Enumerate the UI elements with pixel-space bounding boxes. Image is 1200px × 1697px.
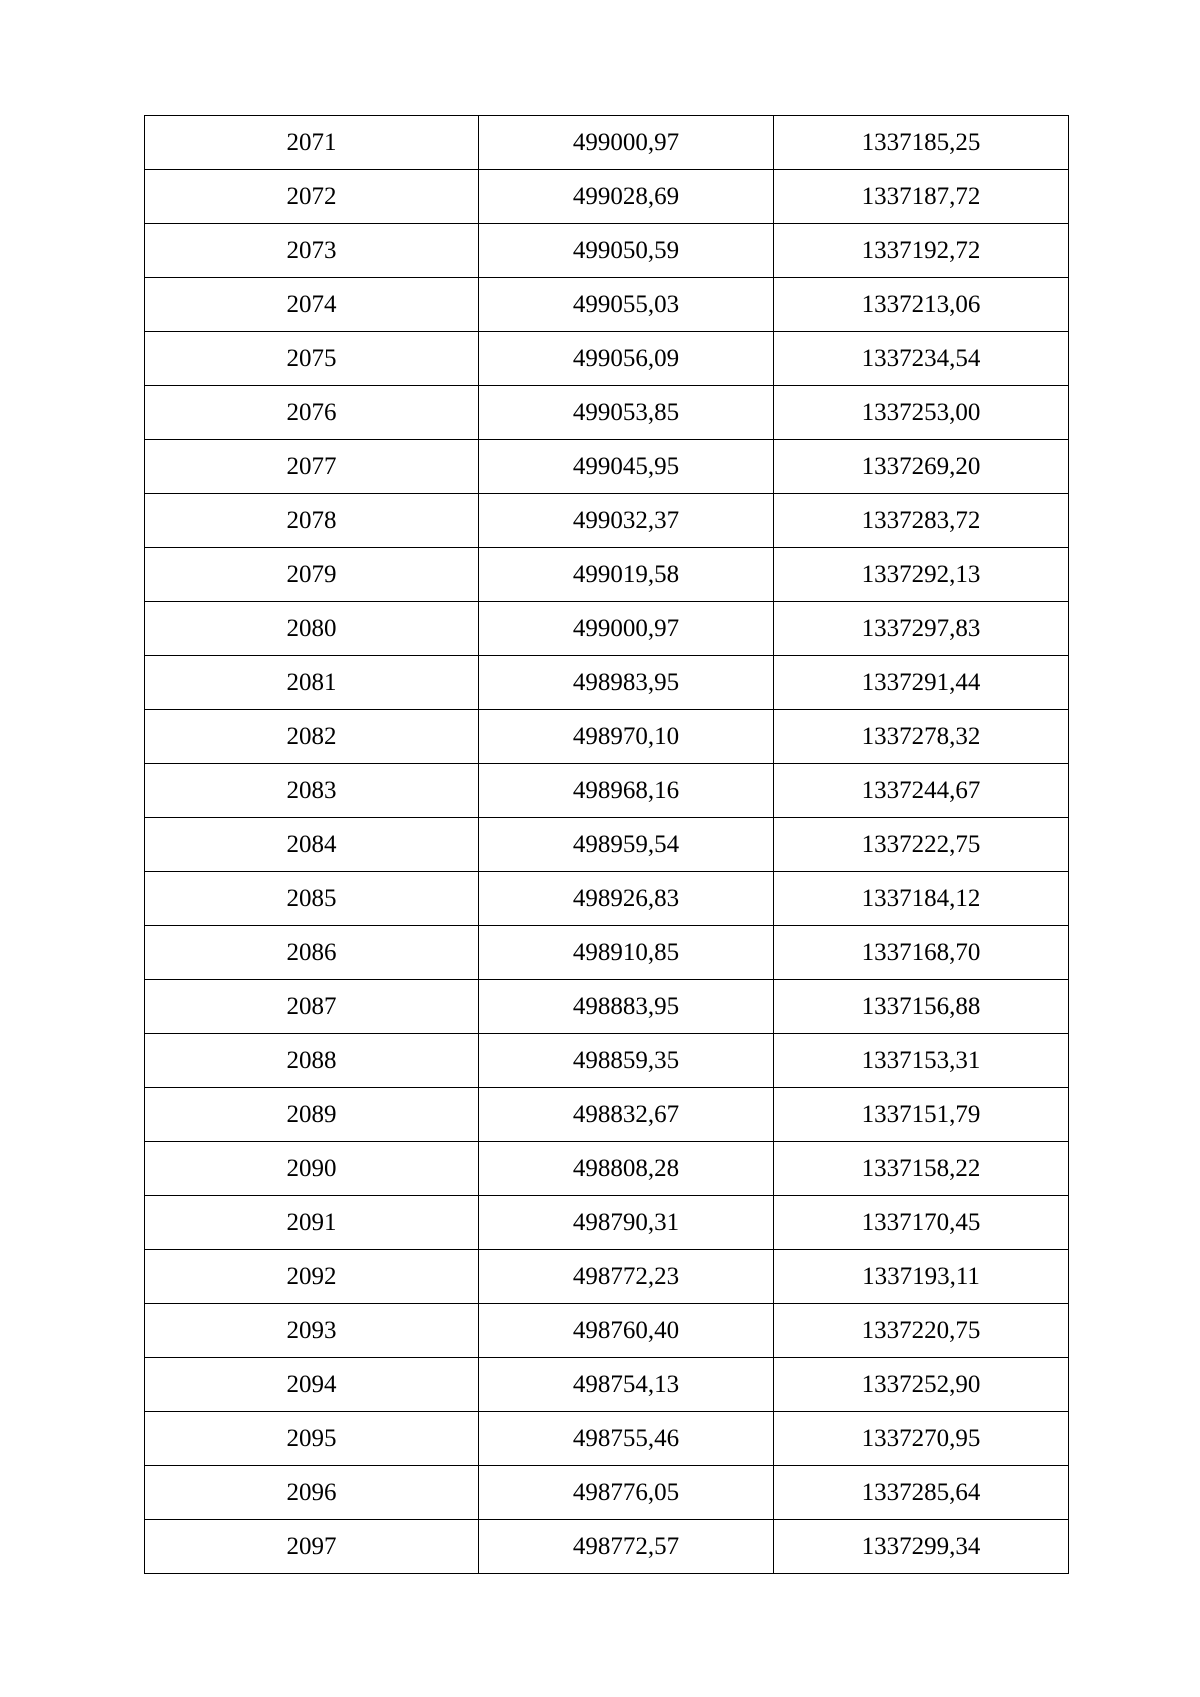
point-number-cell: 2094 — [145, 1358, 479, 1412]
y-coordinate-cell: 1337252,90 — [774, 1358, 1069, 1412]
table-row — [145, 332, 1069, 386]
x-coordinate-cell: 499028,69 — [479, 170, 774, 224]
x-coordinate-cell: 498832,67 — [479, 1088, 774, 1142]
y-coordinate-cell: 1337283,72 — [774, 494, 1069, 548]
x-coordinate-cell: 498760,40 — [479, 1304, 774, 1358]
table-row — [145, 386, 1069, 440]
y-coordinate-cell: 1337170,45 — [774, 1196, 1069, 1250]
x-coordinate-cell: 498959,54 — [479, 818, 774, 872]
y-coordinate-cell: 1337184,12 — [774, 872, 1069, 926]
point-number-cell: 2092 — [145, 1250, 479, 1304]
y-coordinate-cell: 1337244,67 — [774, 764, 1069, 818]
table-row — [145, 1088, 1069, 1142]
table-row — [145, 656, 1069, 710]
point-number-cell: 2078 — [145, 494, 479, 548]
table-row — [145, 1358, 1069, 1412]
table-row — [145, 1142, 1069, 1196]
x-coordinate-cell: 498755,46 — [479, 1412, 774, 1466]
x-coordinate-cell: 498926,83 — [479, 872, 774, 926]
y-coordinate-cell: 1337278,32 — [774, 710, 1069, 764]
x-coordinate-cell: 499056,09 — [479, 332, 774, 386]
point-number-cell: 2093 — [145, 1304, 479, 1358]
point-number-cell: 2081 — [145, 656, 479, 710]
table-row — [145, 548, 1069, 602]
x-coordinate-cell: 499032,37 — [479, 494, 774, 548]
table-row — [145, 170, 1069, 224]
x-coordinate-cell: 498772,23 — [479, 1250, 774, 1304]
x-coordinate-cell: 499053,85 — [479, 386, 774, 440]
point-number-cell: 2088 — [145, 1034, 479, 1088]
table-row — [145, 1250, 1069, 1304]
y-coordinate-cell: 1337168,70 — [774, 926, 1069, 980]
table-row — [145, 980, 1069, 1034]
table-row — [145, 1412, 1069, 1466]
point-number-cell: 2083 — [145, 764, 479, 818]
x-coordinate-cell: 499045,95 — [479, 440, 774, 494]
x-coordinate-cell: 498968,16 — [479, 764, 774, 818]
point-number-cell: 2091 — [145, 1196, 479, 1250]
point-number-cell: 2096 — [145, 1466, 479, 1520]
table-row — [145, 764, 1069, 818]
x-coordinate-cell: 498754,13 — [479, 1358, 774, 1412]
y-coordinate-cell: 1337292,13 — [774, 548, 1069, 602]
table-row — [145, 116, 1069, 170]
y-coordinate-cell: 1337285,64 — [774, 1466, 1069, 1520]
table-row — [145, 278, 1069, 332]
table-row — [145, 818, 1069, 872]
x-coordinate-cell: 498808,28 — [479, 1142, 774, 1196]
point-number-cell: 2076 — [145, 386, 479, 440]
table-row — [145, 926, 1069, 980]
x-coordinate-cell: 498859,35 — [479, 1034, 774, 1088]
y-coordinate-cell: 1337192,72 — [774, 224, 1069, 278]
x-coordinate-cell: 498790,31 — [479, 1196, 774, 1250]
y-coordinate-cell: 1337158,22 — [774, 1142, 1069, 1196]
coordinates-table — [144, 115, 1069, 1574]
point-number-cell: 2090 — [145, 1142, 479, 1196]
y-coordinate-cell: 1337151,79 — [774, 1088, 1069, 1142]
table-row — [145, 602, 1069, 656]
x-coordinate-cell: 498883,95 — [479, 980, 774, 1034]
y-coordinate-cell: 1337222,75 — [774, 818, 1069, 872]
x-coordinate-cell: 498983,95 — [479, 656, 774, 710]
y-coordinate-cell: 1337291,44 — [774, 656, 1069, 710]
x-coordinate-cell: 499055,03 — [479, 278, 774, 332]
point-number-cell: 2085 — [145, 872, 479, 926]
point-number-cell: 2071 — [145, 116, 479, 170]
table-row — [145, 440, 1069, 494]
y-coordinate-cell: 1337153,31 — [774, 1034, 1069, 1088]
table-row — [145, 872, 1069, 926]
y-coordinate-cell: 1337297,83 — [774, 602, 1069, 656]
point-number-cell: 2086 — [145, 926, 479, 980]
x-coordinate-cell: 499019,58 — [479, 548, 774, 602]
x-coordinate-cell: 498776,05 — [479, 1466, 774, 1520]
point-number-cell: 2072 — [145, 170, 479, 224]
y-coordinate-cell: 1337213,06 — [774, 278, 1069, 332]
y-coordinate-cell: 1337187,72 — [774, 170, 1069, 224]
table-row — [145, 1466, 1069, 1520]
table-row — [145, 1304, 1069, 1358]
point-number-cell: 2079 — [145, 548, 479, 602]
table-row — [145, 1034, 1069, 1088]
point-number-cell: 2084 — [145, 818, 479, 872]
y-coordinate-cell: 1337234,54 — [774, 332, 1069, 386]
y-coordinate-cell: 1337299,34 — [774, 1520, 1069, 1574]
point-number-cell: 2074 — [145, 278, 479, 332]
table-row — [145, 1520, 1069, 1574]
y-coordinate-cell: 1337269,20 — [774, 440, 1069, 494]
point-number-cell: 2082 — [145, 710, 479, 764]
x-coordinate-cell: 498970,10 — [479, 710, 774, 764]
table-row — [145, 710, 1069, 764]
y-coordinate-cell: 1337220,75 — [774, 1304, 1069, 1358]
point-number-cell: 2087 — [145, 980, 479, 1034]
table-row — [145, 1196, 1069, 1250]
y-coordinate-cell: 1337185,25 — [774, 116, 1069, 170]
table-row — [145, 494, 1069, 548]
point-number-cell: 2080 — [145, 602, 479, 656]
point-number-cell: 2077 — [145, 440, 479, 494]
y-coordinate-cell: 1337193,11 — [774, 1250, 1069, 1304]
point-number-cell: 2097 — [145, 1520, 479, 1574]
point-number-cell: 2095 — [145, 1412, 479, 1466]
table-row — [145, 224, 1069, 278]
y-coordinate-cell: 1337253,00 — [774, 386, 1069, 440]
x-coordinate-cell: 499050,59 — [479, 224, 774, 278]
y-coordinate-cell: 1337156,88 — [774, 980, 1069, 1034]
x-coordinate-cell: 499000,97 — [479, 602, 774, 656]
point-number-cell: 2089 — [145, 1088, 479, 1142]
point-number-cell: 2073 — [145, 224, 479, 278]
coordinates-table-body — [145, 116, 1069, 1574]
point-number-cell: 2075 — [145, 332, 479, 386]
x-coordinate-cell: 498772,57 — [479, 1520, 774, 1574]
x-coordinate-cell: 498910,85 — [479, 926, 774, 980]
x-coordinate-cell: 499000,97 — [479, 116, 774, 170]
y-coordinate-cell: 1337270,95 — [774, 1412, 1069, 1466]
